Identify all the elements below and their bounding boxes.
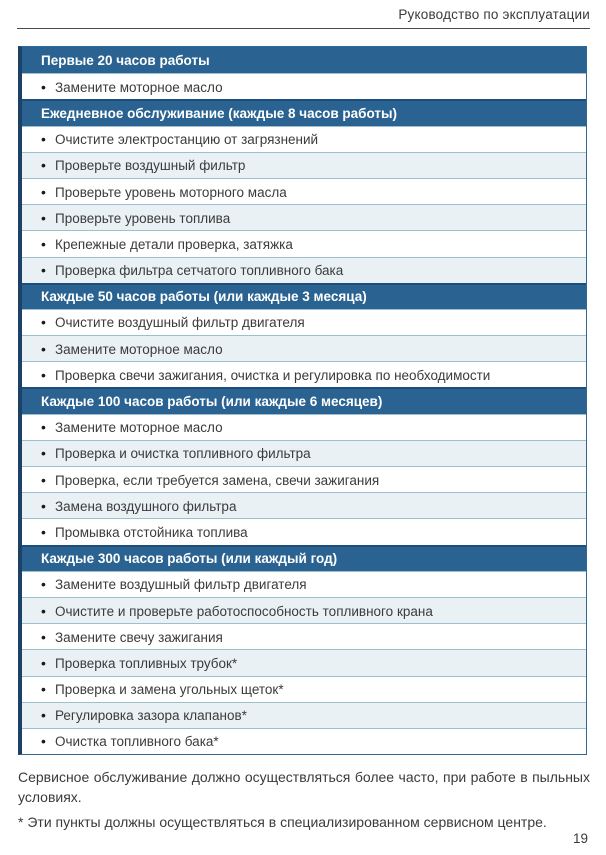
maintenance-item-label: • Проверка, если требуется замена, свечи зажигания xyxy=(41,472,379,488)
maintenance-item-label: • Очистите воздушный фильтр двигателя xyxy=(41,314,305,330)
maintenance-item-row xyxy=(22,361,586,387)
maintenance-item-label: • Проверьте воздушный фильтр xyxy=(41,157,245,173)
maintenance-item-row xyxy=(22,518,586,544)
maintenance-item-label: • Проверьте уровень топлива xyxy=(41,210,230,226)
section-header: Каждые 100 часов работы (или каждые 6 месяцев) xyxy=(22,387,586,413)
maintenance-item-row xyxy=(22,571,586,597)
maintenance-item-row xyxy=(22,126,586,152)
maintenance-item-row xyxy=(22,414,586,440)
maintenance-item-label: • Замените воздушный фильтр двигателя xyxy=(41,576,307,592)
maintenance-item-label: • Промывка отстойника топлива xyxy=(41,524,248,540)
maintenance-schedule-table xyxy=(18,46,587,755)
maintenance-item-row xyxy=(22,309,586,335)
maintenance-item-label: • Замените свечу зажигания xyxy=(41,629,223,645)
maintenance-item-row xyxy=(22,702,586,728)
maintenance-item-row xyxy=(22,230,586,256)
maintenance-item-label: • Проверка и очистка топливного фильтра xyxy=(41,445,311,461)
maintenance-item-row xyxy=(22,492,586,518)
page-header-title: Руководство по эксплуатации xyxy=(398,7,590,22)
maintenance-item-label: • Замените моторное масло xyxy=(41,79,223,95)
maintenance-item-row xyxy=(22,649,586,675)
maintenance-item-label: • Проверка фильтра сетчатого топливного бака xyxy=(41,262,343,278)
maintenance-item-label: • Замена воздушного фильтра xyxy=(41,498,236,514)
maintenance-item-row xyxy=(22,152,586,178)
maintenance-item-row xyxy=(22,623,586,649)
footnotes xyxy=(18,767,590,832)
maintenance-item-label: • Проверка свечи зажигания, очистка и регулировка по необходимости xyxy=(41,367,490,383)
maintenance-item-label: • Проверьте уровень моторного масла xyxy=(41,184,287,200)
maintenance-item-label: • Очистите электростанцию от загрязнений xyxy=(41,131,318,147)
maintenance-item-row xyxy=(22,335,586,361)
footnote-dusty-conditions: Сервисное обслуживание должно осуществляться более часто, при работе в пыльных условиях. xyxy=(18,769,590,806)
page-header xyxy=(0,0,606,29)
page-number: 19 xyxy=(572,831,588,846)
maintenance-item-label: • Регулировка зазора клапанов* xyxy=(41,707,247,723)
maintenance-item-label: • Очистите и проверьте работоспособность топливного крана xyxy=(41,603,433,619)
maintenance-item-label: • Замените моторное масло xyxy=(41,341,223,357)
section-header: Каждые 300 часов работы (или каждый год) xyxy=(22,545,586,571)
maintenance-item-row xyxy=(22,257,586,283)
maintenance-item-row xyxy=(22,676,586,702)
maintenance-item-label: • Очистка топливного бака* xyxy=(41,733,219,749)
maintenance-item-row xyxy=(22,204,586,230)
maintenance-item-label: • Замените моторное масло xyxy=(41,419,223,435)
maintenance-item-row xyxy=(22,728,586,754)
footnote-service-center: * Эти пункты должны осуществляться в специализированном сервисном центре. xyxy=(18,814,547,831)
section-header: Ежедневное обслуживание (каждые 8 часов работы) xyxy=(22,99,586,125)
maintenance-item-label: • Проверка и замена угольных щеток* xyxy=(41,681,284,697)
section-header: Каждые 50 часов работы (или каждые 3 месяца) xyxy=(22,283,586,309)
maintenance-item-label: • Крепежные детали проверка, затяжка xyxy=(41,236,293,252)
maintenance-item-row xyxy=(22,466,586,492)
maintenance-item-row xyxy=(22,597,586,623)
section-header: Первые 20 часов работы xyxy=(22,47,586,73)
header-rule xyxy=(17,28,590,29)
maintenance-item-row xyxy=(22,73,586,99)
maintenance-item-label: • Проверка топливных трубок* xyxy=(41,655,237,671)
maintenance-item-row xyxy=(22,440,586,466)
maintenance-item-row xyxy=(22,178,586,204)
